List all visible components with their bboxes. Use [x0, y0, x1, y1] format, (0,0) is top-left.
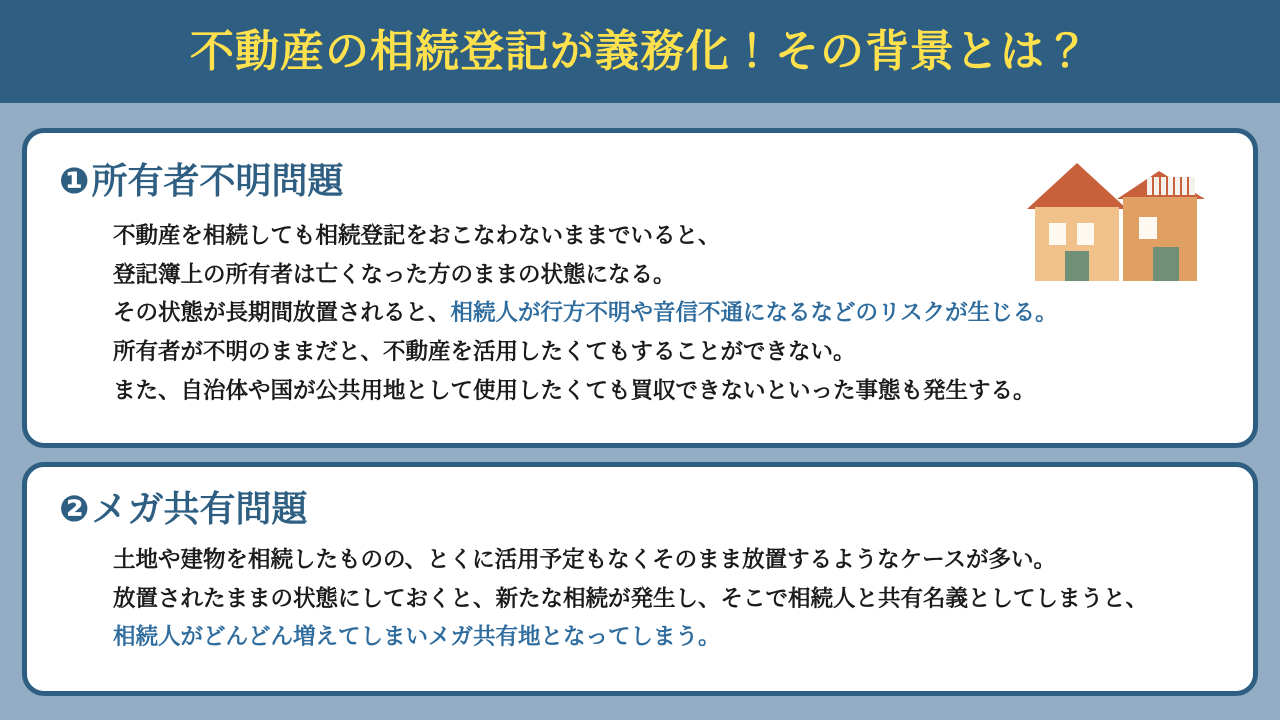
body-text-run: その状態が長期間放置されると、: [113, 300, 451, 326]
body-line: [113, 372, 1253, 411]
page-title: 不動産の相続登記が義務化！その背景とは？: [190, 26, 1090, 76]
body-line: [113, 618, 1253, 657]
section-number-2: ❷: [59, 488, 90, 529]
slide-header: [0, 0, 1280, 103]
highlight-text: 相続人が行方不明や音信不通になるなどのリスクが生じる。: [450, 300, 1058, 326]
highlight-text: 相続人がどんどん増えてしまいメガ共有地となってしまう。: [113, 624, 721, 650]
body-text-run: 土地や建物を相続したものの、とくに活用予定もなくそのまま放置するようなケースが多い。: [113, 547, 1056, 572]
section-number-1: ❶: [59, 160, 90, 201]
body-line: [113, 580, 1253, 619]
body-text-run: また、自治体や国が公共用地として使用したくても買収できないといった事態も発生する。: [113, 377, 1036, 403]
body-text-run: 登記簿上の所有者は亡くなった方のままの状態になる。: [113, 261, 676, 287]
body-line: [113, 333, 1253, 372]
body-line: [113, 541, 1253, 580]
body-text-run: 放置されたままの状態にしておくと、新たな相続が発生し、そこで相続人と共有名義としてしまうと、: [113, 585, 1149, 611]
section-card-1: [22, 128, 1258, 448]
house-icon: [1019, 151, 1209, 286]
body-line: [113, 294, 1253, 333]
section-title-2: メガ共有問題: [91, 488, 308, 529]
section-body-2: [113, 541, 1253, 657]
section-title-1: 所有者不明問題: [91, 160, 344, 201]
body-text-run: 不動産を相続しても相続登記をおこなわないままでいると、: [113, 223, 721, 248]
body-text-run: 所有者が不明のままだと、不動産を活用したくてもすることができない。: [113, 339, 856, 365]
section-card-2: [22, 462, 1258, 696]
section-heading-2: [59, 488, 1253, 529]
